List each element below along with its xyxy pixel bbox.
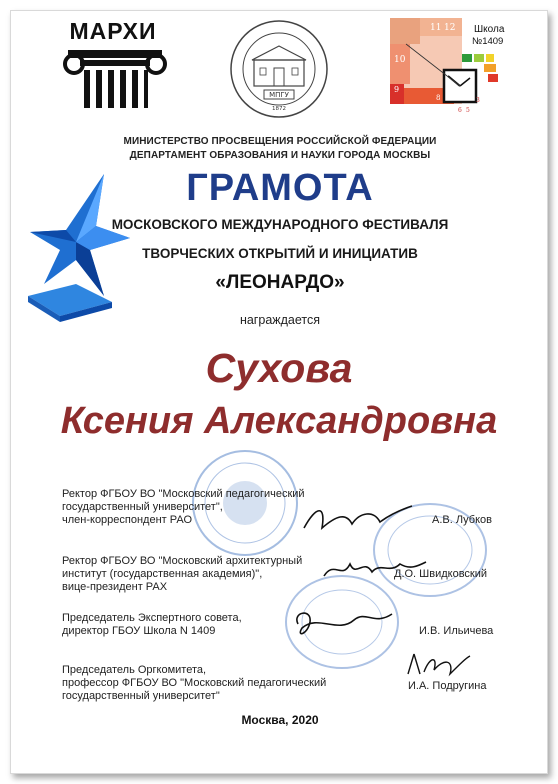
city-year: Москва, 2020 — [241, 713, 319, 727]
signature-lubkov — [296, 498, 416, 540]
signatory-2-name: Д.О. Швидковский — [394, 568, 488, 580]
recipient-surname: Сухова — [205, 345, 353, 391]
school-digit: 3 — [476, 97, 480, 104]
signatory-1-name: А.В. Лубков — [432, 514, 493, 526]
school-digit: 10 — [394, 55, 406, 65]
school-digit: 12 — [444, 23, 456, 33]
school-digit: 11 — [430, 23, 442, 33]
signatory-1-title: Ректор ФГБОУ ВО "Московский педагогический государственный университет", член-корреспондент РАО — [62, 488, 305, 526]
signatory-3-title: Председатель Экспертного совета, директор ГБОУ Школа N 1409 — [62, 612, 242, 637]
certificate-title: ГРАМОТА — [186, 167, 374, 209]
mpgu-emblem — [228, 18, 330, 120]
signatory-3-name: И.В. Ильичева — [419, 625, 494, 637]
festival-line-2: ТВОРЧЕСКИХ ОТКРЫТИЙ И ИНИЦИАТИВ — [142, 246, 418, 261]
mpgu-abbr: МПГУ — [269, 91, 289, 99]
school-1409-logo — [386, 16, 514, 114]
ministry-line: МИНИСТЕРСТВО ПРОСВЕЩЕНИЯ РОССИЙСКОЙ ФЕДЕРАЦИИ — [123, 136, 437, 147]
school-digit: 9 — [394, 85, 400, 94]
signatory-4-name: И.А. Подругина — [408, 680, 487, 692]
festival-line-1: МОСКОВСКОГО МЕЖДУНАРОДНОГО ФЕСТИВАЛЯ — [111, 217, 449, 232]
signatory-2-title: Ректор ФГБОУ ВО "Московский архитектурный институт (государственная академия)", вице-президент РАХ — [62, 555, 303, 593]
school-digit: 6 — [458, 107, 462, 114]
festival-name: «ЛЕОНАРДО» — [215, 272, 345, 293]
school-digit: 5 — [466, 107, 470, 114]
recipient-given-names: Ксения Александровна — [60, 400, 498, 442]
marhi-logo-text: МАРХИ — [69, 18, 157, 44]
department-line: ДЕПАРТАМЕНТ ОБРАЗОВАНИЯ И НАУКИ ГОРОДА МОСКВЫ — [129, 150, 431, 161]
signature-ilicheva — [288, 604, 398, 646]
mpgu-year: 1872 — [272, 106, 286, 112]
awarded-label: награждается — [239, 313, 321, 327]
school-label: Школа — [474, 24, 505, 35]
school-number: №1409 — [472, 36, 504, 47]
signature-podrugina — [404, 648, 474, 682]
signatory-4-title: Председатель Оргкомитета, профессор ФГБОУ ВО "Московский педагогический государственный университет" — [62, 664, 327, 702]
school-digit: 8 — [436, 94, 441, 102]
